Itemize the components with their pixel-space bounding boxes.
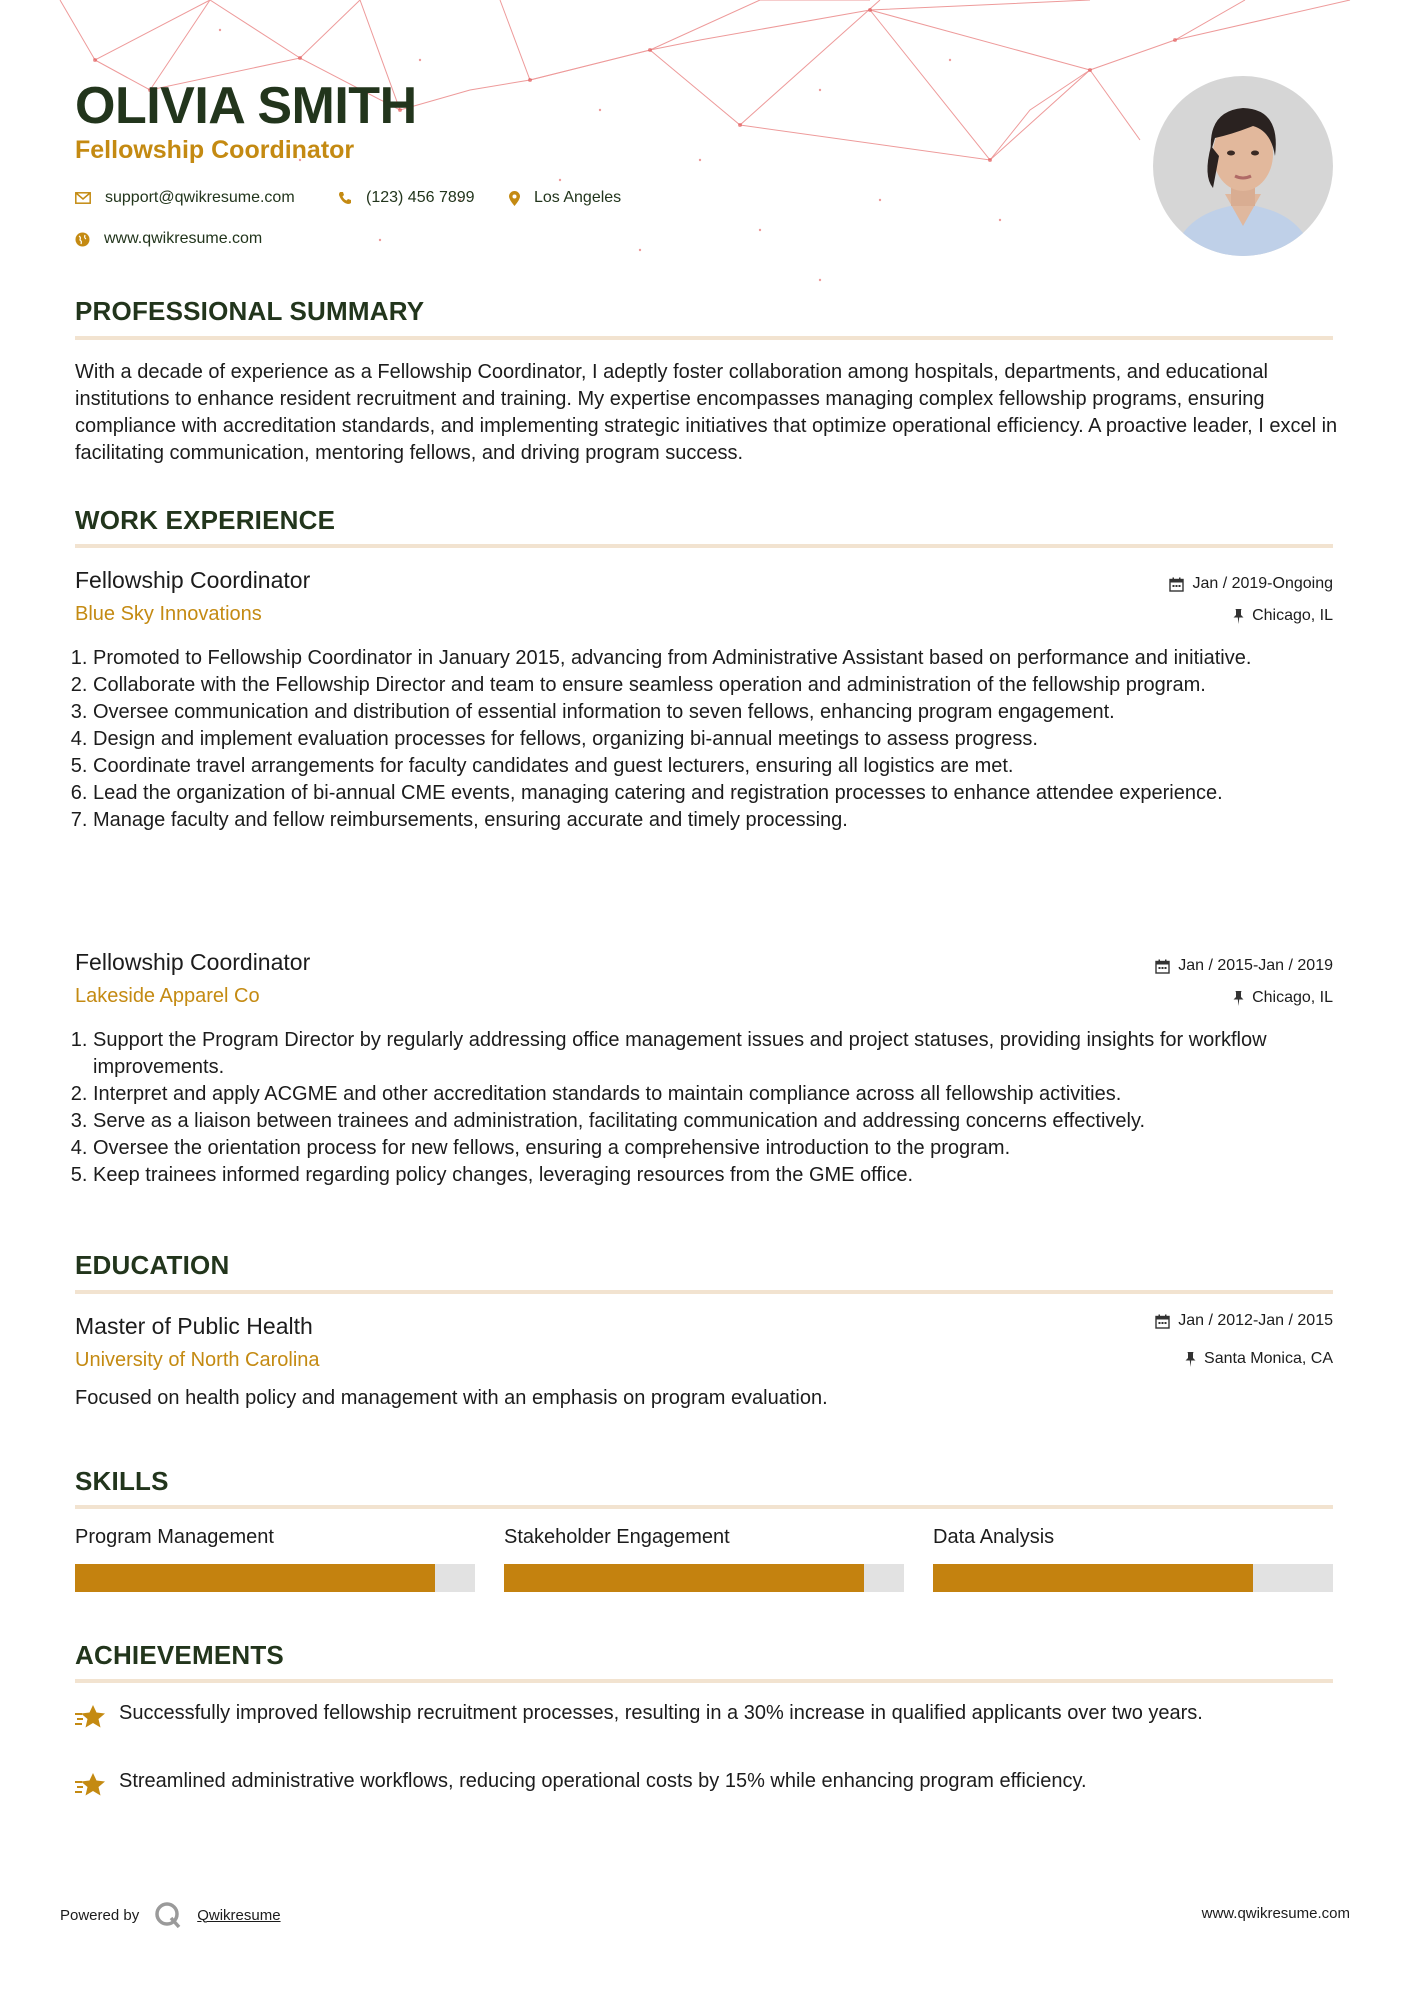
list-item: 5. Coordinate travel arrangements for faculty candidates and guest lecturers, ensuring all logistics are met. bbox=[93, 753, 1358, 780]
skills-heading: SKILLS bbox=[75, 1466, 169, 1496]
education-location-text: Santa Monica, CA bbox=[1204, 1350, 1333, 1367]
education-school: University of North Carolina bbox=[75, 1349, 320, 1371]
skill-2-bar bbox=[504, 1564, 904, 1592]
job-1-dates bbox=[1169, 575, 1333, 593]
list-item: 1. Promoted to Fellowship Coordinator in January 2015, advancing from Administrative Assistant based on performance and initiative. bbox=[93, 645, 1358, 672]
job-2-responsibilities bbox=[75, 1027, 1358, 1189]
achievements-heading: ACHIEVEMENTS bbox=[75, 1640, 284, 1670]
job-2-company: Lakeside Apparel Co bbox=[75, 985, 260, 1007]
brand-link[interactable]: Qwikresume bbox=[197, 1906, 281, 1924]
map-pin-icon bbox=[509, 191, 520, 206]
education-location bbox=[1185, 1350, 1333, 1368]
list-item: 3. Oversee communication and distribution of essential information to seven fellows, enhancing program engagement. bbox=[93, 699, 1358, 726]
list-item: 4. Design and implement evaluation processes for fellows, organizing bi-annual meetings to assess progress. bbox=[93, 726, 1358, 753]
work-heading: WORK EXPERIENCE bbox=[75, 505, 336, 535]
job-2-title: Fellowship Coordinator bbox=[75, 949, 311, 975]
footer-url[interactable]: www.qwikresume.com bbox=[1201, 1905, 1350, 1922]
achievement-1-text: Successfully improved fellowship recruitment processes, resulting in a 30% increase in qualified applicants over two years. bbox=[119, 1702, 1203, 1724]
job-1-location bbox=[1233, 607, 1333, 625]
pushpin-icon bbox=[1185, 1352, 1196, 1367]
profile-photo bbox=[1153, 76, 1333, 256]
education-dates-text: Jan / 2012-Jan / 2015 bbox=[1178, 1312, 1333, 1329]
job-1-responsibilities bbox=[75, 645, 1358, 834]
phone-text: (123) 456 7899 bbox=[366, 189, 475, 206]
location-text: Los Angeles bbox=[534, 189, 622, 206]
website-text: www.qwikresume.com bbox=[104, 230, 263, 247]
summary-heading: PROFESSIONAL SUMMARY bbox=[75, 296, 425, 326]
list-item: 2. Interpret and apply ACGME and other accreditation standards to maintain compliance across all fellowship activities. bbox=[93, 1081, 1358, 1108]
contact-email[interactable] bbox=[75, 189, 295, 207]
calendar-icon bbox=[1169, 577, 1184, 592]
list-item: 3. Serve as a liaison between trainees and administration, facilitating communication and addressing concerns effectively. bbox=[93, 1108, 1358, 1135]
envelope-icon bbox=[75, 192, 91, 204]
skill-2-fill bbox=[504, 1564, 864, 1592]
phone-icon bbox=[338, 191, 352, 205]
job-1-dates-text: Jan / 2019-Ongoing bbox=[1192, 575, 1333, 592]
pushpin-icon bbox=[1233, 609, 1244, 624]
list-item: 4. Oversee the orientation process for new fellows, ensuring a comprehensive introduction to the program. bbox=[93, 1135, 1358, 1162]
globe-icon bbox=[75, 232, 90, 247]
education-dates bbox=[1155, 1312, 1333, 1330]
summary-text: With a decade of experience as a Fellowship Coordinator, I adeptly foster collaboration among hospitals, departments, and educational institutions to enhance resident recruitment and training. My expertise encompasses managing complex fellowship programs, ensuring compliance with accreditation standards, and implementing strategic initiatives that optimize operational efficiency. A proactive leader, I excel in facilitating communication, mentoring fellows, and driving program success. bbox=[75, 361, 1338, 464]
skills-divider bbox=[75, 1505, 1333, 1509]
skill-3-bar bbox=[933, 1564, 1333, 1592]
contact-phone[interactable] bbox=[338, 189, 475, 207]
skill-1-bar bbox=[75, 1564, 475, 1592]
skill-3-fill bbox=[933, 1564, 1253, 1592]
powered-by-label: Powered by bbox=[60, 1906, 140, 1924]
education-divider bbox=[75, 1290, 1333, 1294]
education-degree: Master of Public Health bbox=[75, 1313, 313, 1339]
job-2-location bbox=[1233, 989, 1333, 1007]
email-text: support@qwikresume.com bbox=[105, 189, 295, 206]
list-item: 7. Manage faculty and fellow reimbursements, ensuring accurate and timely processing. bbox=[93, 807, 1358, 834]
star-icon bbox=[75, 1704, 107, 1730]
calendar-icon bbox=[1155, 1314, 1170, 1329]
pushpin-icon bbox=[1233, 991, 1244, 1006]
education-description: Focused on health policy and management with an emphasis on program evaluation. bbox=[75, 1387, 828, 1409]
job-2-dates-text: Jan / 2015-Jan / 2019 bbox=[1178, 957, 1333, 974]
work-divider bbox=[75, 544, 1333, 548]
job-1-location-text: Chicago, IL bbox=[1252, 607, 1333, 624]
job-1-company: Blue Sky Innovations bbox=[75, 603, 262, 625]
candidate-role: Fellowship Coordinator bbox=[75, 136, 355, 164]
achievement-item bbox=[75, 1700, 1340, 1730]
contact-location bbox=[509, 189, 621, 207]
qwikresume-logo-icon bbox=[153, 1900, 183, 1930]
achievement-item bbox=[75, 1768, 1340, 1798]
list-item: 5. Keep trainees informed regarding policy changes, leveraging resources from the GME office. bbox=[93, 1162, 1358, 1189]
achievement-2-text: Streamlined administrative workflows, reducing operational costs by 15% while enhancing program efficiency. bbox=[119, 1770, 1087, 1792]
footer-powered-by bbox=[60, 1900, 281, 1930]
job-2-dates bbox=[1155, 957, 1333, 975]
skill-3-label: Data Analysis bbox=[933, 1526, 1055, 1548]
list-item: 6. Lead the organization of bi-annual CME events, managing catering and registration processes to enhance attendee experience. bbox=[93, 780, 1358, 807]
skill-2-label: Stakeholder Engagement bbox=[504, 1526, 730, 1548]
job-1-title: Fellowship Coordinator bbox=[75, 567, 311, 593]
job-2-location-text: Chicago, IL bbox=[1252, 989, 1333, 1006]
summary-divider bbox=[75, 336, 1333, 340]
candidate-name: OLIVIA SMITH bbox=[75, 77, 417, 135]
achievements-divider bbox=[75, 1679, 1333, 1683]
list-item: 1. Support the Program Director by regularly addressing office management issues and project statuses, providing insights for workflow improvements. bbox=[93, 1027, 1358, 1081]
list-item: 2. Collaborate with the Fellowship Director and team to ensure seamless operation and administration of the fellowship program. bbox=[93, 672, 1358, 699]
skill-1-label: Program Management bbox=[75, 1526, 274, 1548]
calendar-icon bbox=[1155, 959, 1170, 974]
skill-1-fill bbox=[75, 1564, 435, 1592]
education-heading: EDUCATION bbox=[75, 1250, 230, 1280]
contact-website[interactable] bbox=[75, 230, 262, 248]
star-icon bbox=[75, 1772, 107, 1798]
